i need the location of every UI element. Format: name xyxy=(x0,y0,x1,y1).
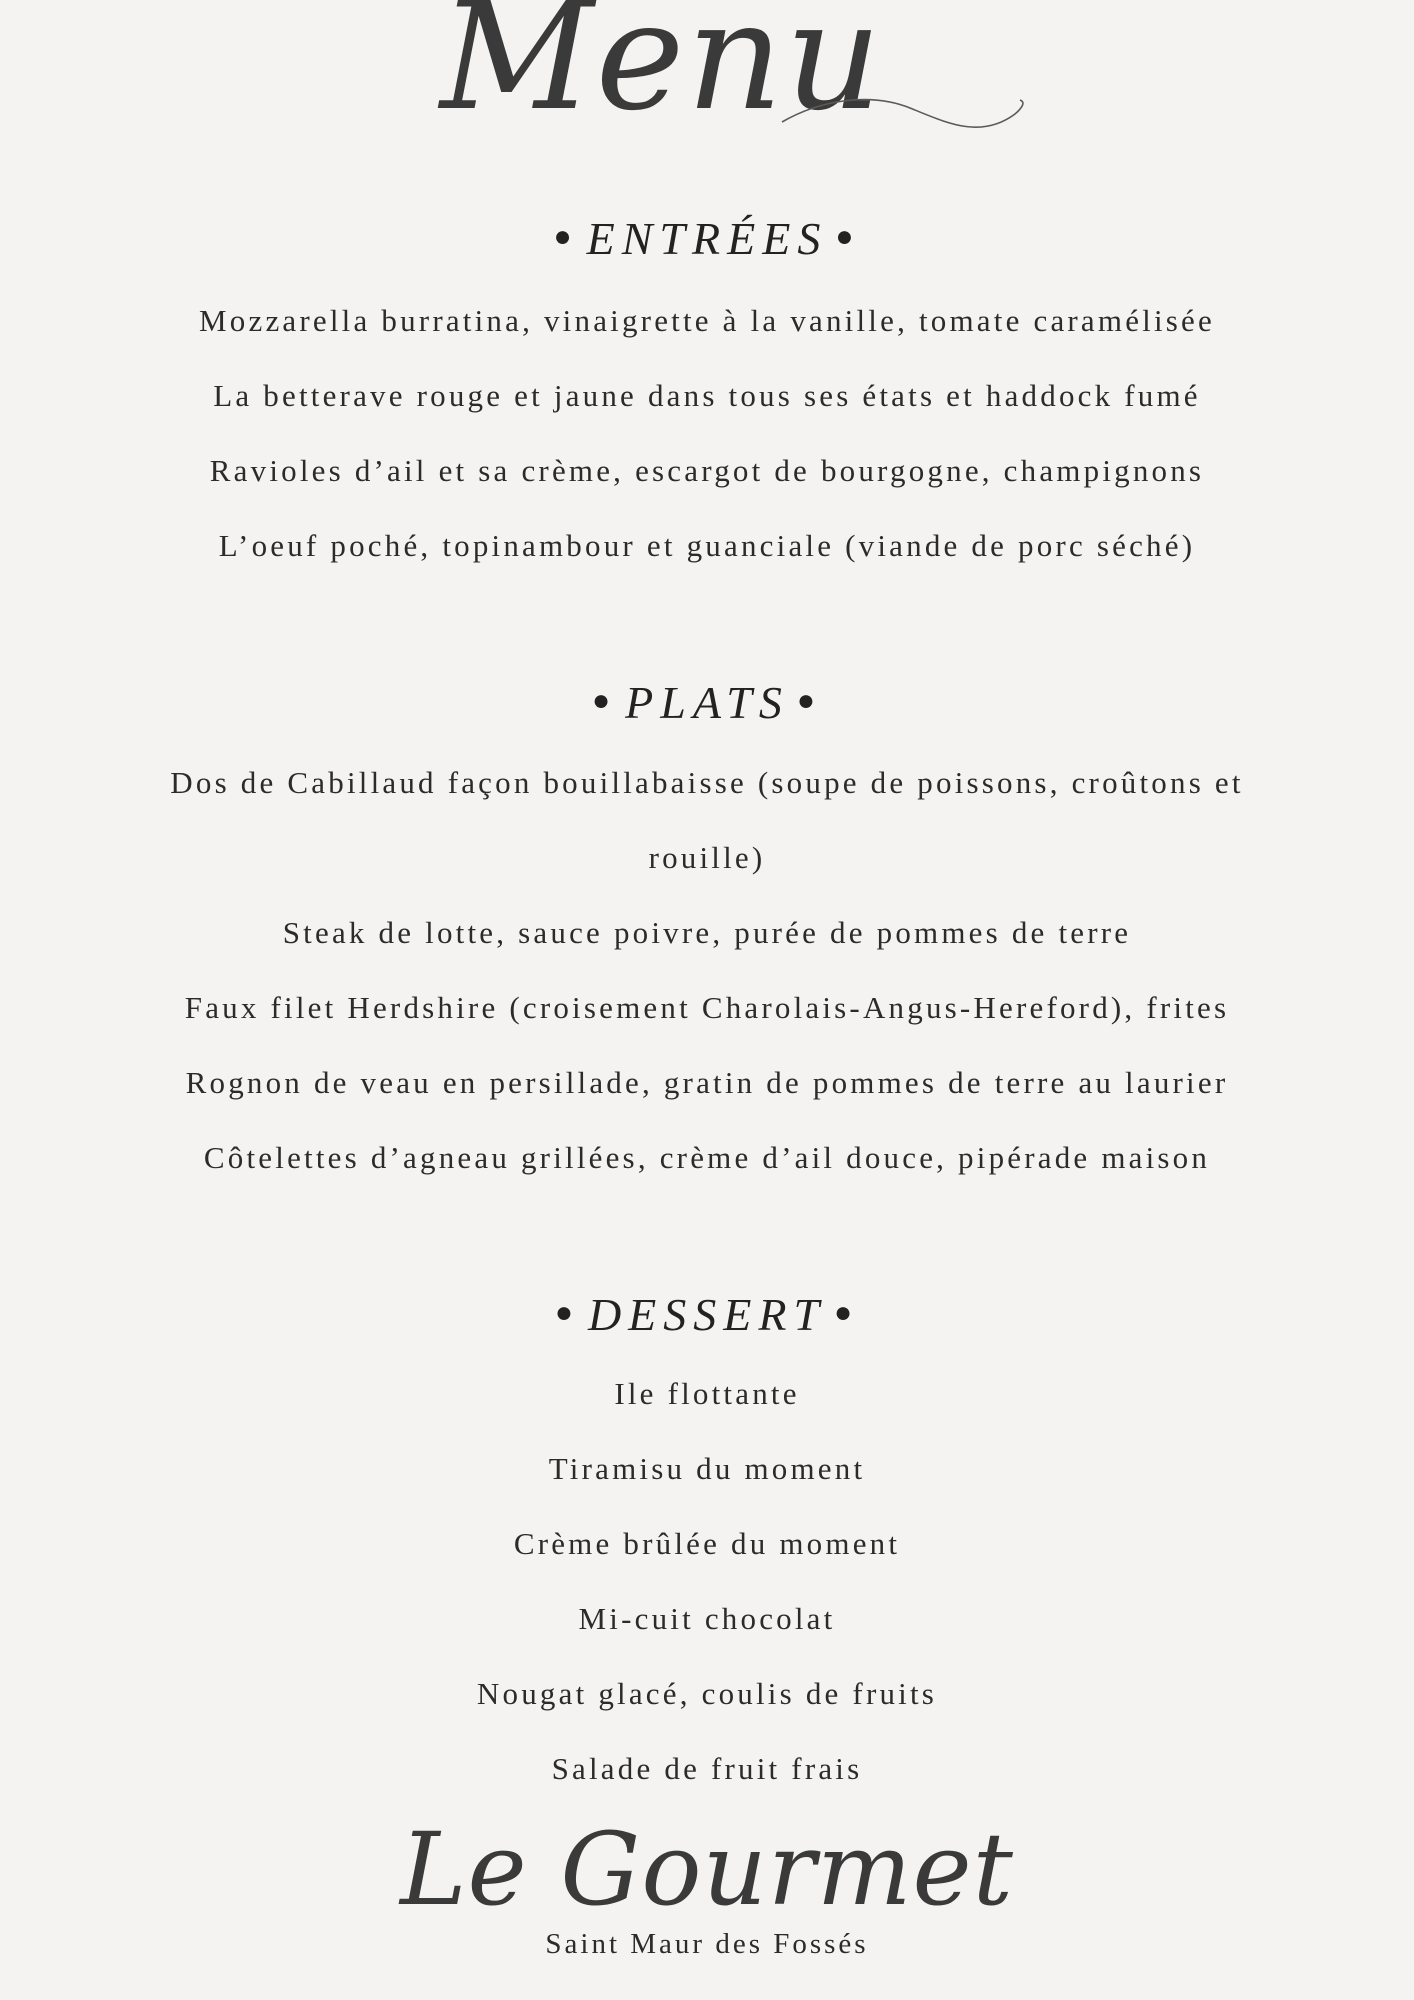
section-items-entrees xyxy=(0,283,1414,583)
section-heading-label: ENTRÉES xyxy=(586,213,828,264)
menu-item: Crème brûlée du moment xyxy=(513,1526,901,1561)
restaurant-logo-name: Le Gourmet xyxy=(400,1811,1014,1928)
bullet-dot: ● xyxy=(835,220,861,253)
menu-item: Ile flottante xyxy=(614,1376,800,1411)
section-heading-label: PLATS xyxy=(625,677,789,728)
menu-item: Salade de fruit frais xyxy=(551,1751,863,1786)
menu-title: Menu xyxy=(440,0,884,144)
menu-item: Ravioles d’ail et sa crème, escargot de bourgogne, champignons xyxy=(209,453,1205,488)
menu-item: Mozzarella burratina, vinaigrette à la vanille, tomate caramélisée xyxy=(199,303,1215,338)
bullet-dot: ● xyxy=(796,684,822,717)
section-heading-dessert xyxy=(0,1289,1414,1340)
menu-title-block xyxy=(0,0,1414,170)
menu-item: Faux filet Herdshire (croisement Charolais-Angus-Hereford), frites xyxy=(184,990,1230,1025)
section-items-dessert xyxy=(0,1356,1414,1806)
menu-item: Rognon de veau en persillade, gratin de pommes de terre au laurier xyxy=(185,1065,1229,1100)
bullet-dot: ● xyxy=(834,1296,860,1329)
title-swash-flourish xyxy=(780,80,1030,140)
bullet-dot: ● xyxy=(553,220,579,253)
menu-item: Nougat glacé, coulis de fruits xyxy=(476,1676,938,1711)
menu-item: Tiramisu du moment xyxy=(548,1451,866,1486)
menu-item: Côtelettes d’agneau grillées, crème d’ail douce, pipérade maison xyxy=(203,1140,1211,1175)
menu-item: L’oeuf poché, topinambour et guanciale (viande de porc séché) xyxy=(218,528,1196,563)
section-heading-plats xyxy=(0,677,1414,728)
bullet-dot: ● xyxy=(592,684,618,717)
restaurant-location: Saint Maur des Fossés xyxy=(545,1928,869,1960)
menu-item: Mi-cuit chocolat xyxy=(578,1601,836,1636)
section-heading-entrees xyxy=(0,213,1414,264)
menu-item: La betterave rouge et jaune dans tous ses états et haddock fumé xyxy=(213,378,1201,413)
bullet-dot: ● xyxy=(554,1296,580,1329)
section-heading-label: DESSERT xyxy=(587,1289,827,1340)
section-items-plats xyxy=(0,745,1414,1195)
menu-item: Dos de Cabillaud façon bouillabaisse (soupe de poissons, croûtons et rouille) xyxy=(170,765,1244,875)
menu-item: Steak de lotte, sauce poivre, purée de pommes de terre xyxy=(282,915,1132,950)
